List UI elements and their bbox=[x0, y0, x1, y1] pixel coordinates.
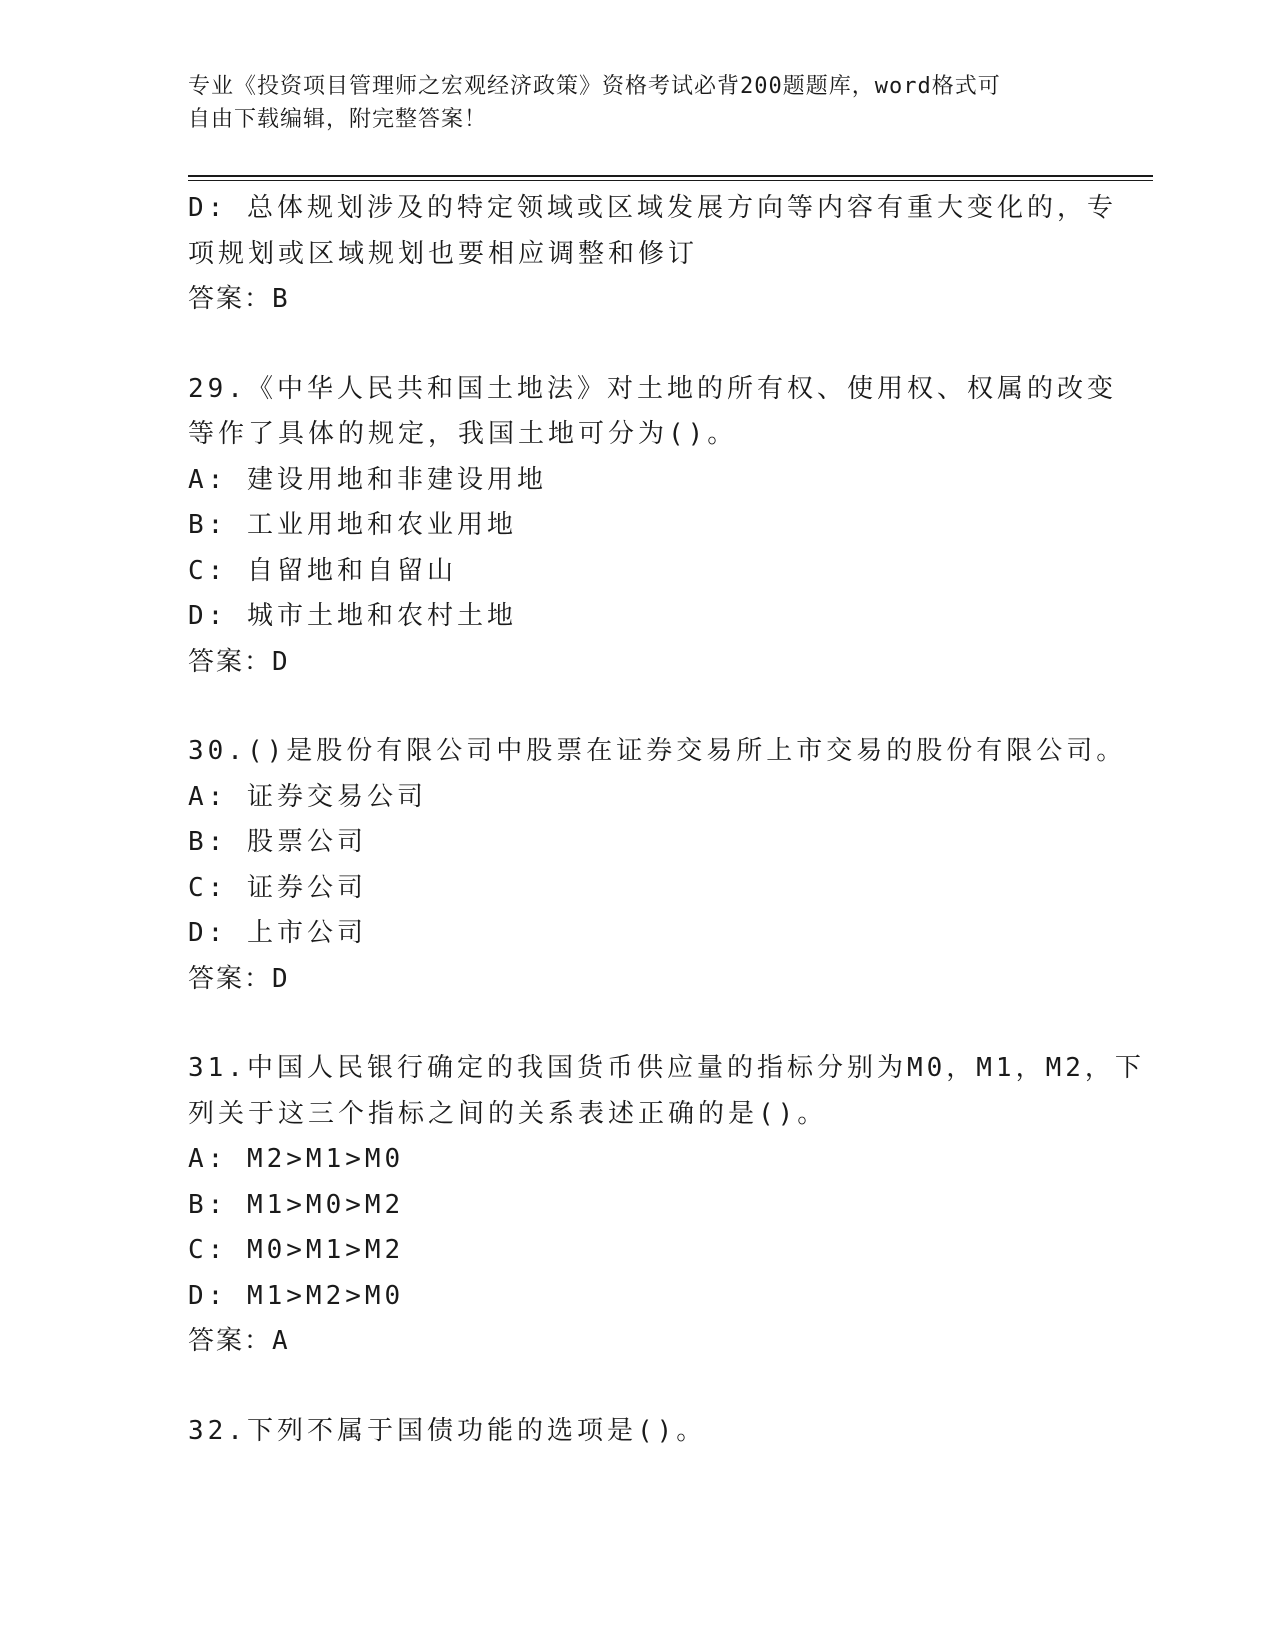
option-b: B: 工业用地和农业用地 bbox=[188, 510, 517, 540]
question-stem-continued: 列关于这三个指标之间的关系表述正确的是()。 bbox=[188, 1098, 828, 1129]
question-block-32 bbox=[188, 1409, 1088, 1455]
question-list bbox=[188, 186, 1145, 1454]
option-d: D: 上市公司 bbox=[188, 918, 367, 948]
option-c: C: 自留地和自留山 bbox=[188, 555, 457, 586]
answer: 答案：D bbox=[188, 646, 290, 677]
option-a: A: M2>M1>M0 bbox=[188, 1144, 405, 1174]
question-block-31 bbox=[188, 1046, 1145, 1365]
answer: 答案：A bbox=[188, 1326, 290, 1356]
header-divider-thin bbox=[188, 180, 1153, 181]
header-line-1: 专业《投资项目管理师之宏观经济政策》资格考试必背200题题库，word格式可 bbox=[188, 74, 1001, 99]
option-b: B: 股票公司 bbox=[188, 827, 367, 857]
option-d: D: M1>M2>M0 bbox=[188, 1280, 405, 1311]
option-c: C: 证券公司 bbox=[188, 872, 367, 903]
question-stem: 29.《中华人民共和国土地法》对土地的所有权、使用权、权属的改变 bbox=[188, 373, 1117, 404]
question-stem: 30.()是股份有限公司中股票在证券交易所上市交易的股份有限公司。 bbox=[188, 736, 1127, 766]
question-block-30 bbox=[188, 729, 1127, 1002]
option-d: D: 总体规划涉及的特定领域或区域发展方向等内容有重大变化的，专 bbox=[188, 193, 1117, 223]
question-stem-continued: 等作了具体的规定，我国土地可分为()。 bbox=[188, 419, 738, 449]
page-header bbox=[188, 70, 1088, 136]
question-block-29 bbox=[188, 367, 1117, 686]
header-divider-thick bbox=[188, 175, 1153, 177]
option-b: B: M1>M0>M2 bbox=[188, 1189, 405, 1220]
answer: 答案：B bbox=[188, 284, 290, 314]
option-d-continued: 项规划或区域规划也要相应调整和修订 bbox=[188, 238, 699, 269]
question-stem: 31.中国人民银行确定的我国货币供应量的指标分别为M0，M1，M2，下 bbox=[188, 1053, 1145, 1083]
option-d: D: 城市土地和农村土地 bbox=[188, 601, 517, 631]
header-line-2: 自由下载编辑，附完整答案！ bbox=[188, 107, 488, 132]
question-block-28 bbox=[188, 186, 1117, 323]
answer: 答案：D bbox=[188, 963, 290, 994]
question-stem: 32.下列不属于国债功能的选项是()。 bbox=[188, 1415, 707, 1446]
option-a: A: 证券交易公司 bbox=[188, 781, 427, 812]
option-c: C: M0>M1>M2 bbox=[188, 1235, 405, 1265]
option-a: A: 建设用地和非建设用地 bbox=[188, 464, 547, 495]
